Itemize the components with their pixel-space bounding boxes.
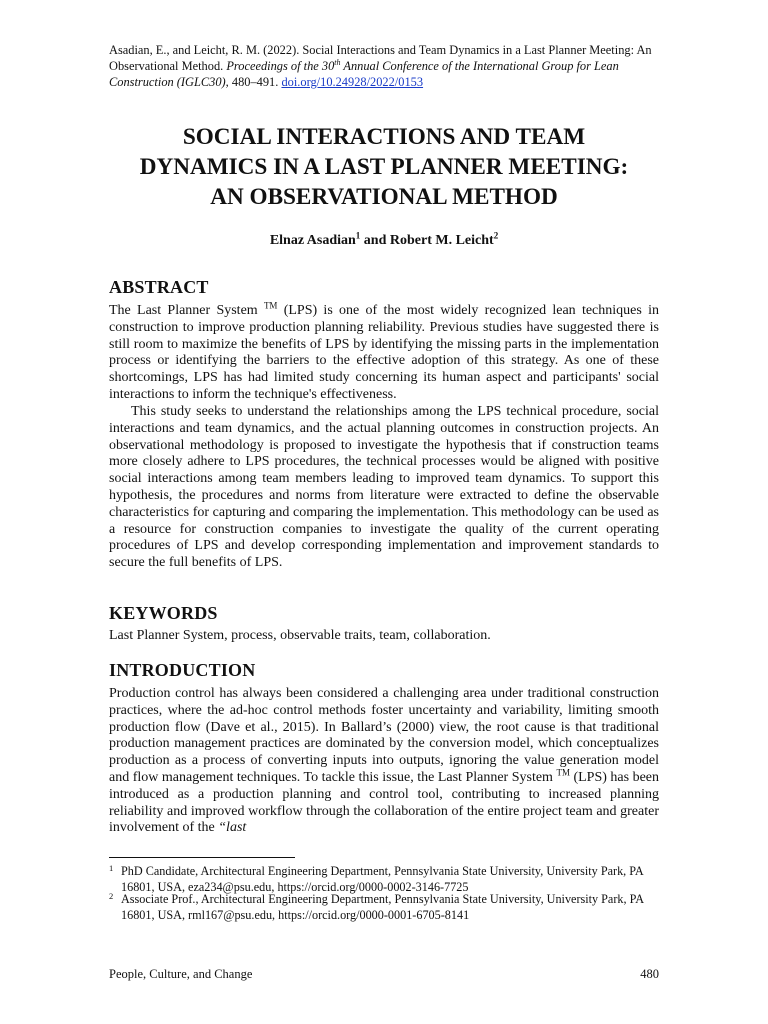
citation-journal-post: Annual Conference of the International Group for Lean Construction (IGLC30), [109, 59, 619, 89]
page-number: 480 [640, 967, 659, 981]
citation-text: Asadian, E., and Leicht, R. M. (2022). Social Interactions and Team Dynamics in a Last Planner Meeting: An Observational Method. [109, 43, 652, 73]
intro-p1-pre: Production control has always been considered a challenging area under traditional construction practices, where the ad-hoc control methods foster uncertainty and variability, limiting smooth production flow (Dave et al., 2015). In Ballard’s (2000) view, the root cause is that traditional production management practices are dominated by the conversion model, which conceptualizes production as a process of converting inputs into outputs, ignoring the value generation model and flow management techniques. To tackle this issue, the Last Planner System [109, 686, 659, 785]
abstract-paragraph-2: This study seeks to understand the relationships among the LPS technical procedure, social interactions and team dynamics, and the actual planning outcomes in construction projects. An observational methodology is proposed to investigate the hypothesis that if construction teams more closely adhere to LPS procedures, the technical processes would be aligned with positive social interactions among team members leading to improved team dynamics. To support this hypothesis, the procedures and norms from literature were extracted to define the observable characteristics for capturing and comparing the implementation. This methodology can be used as a resource for construction companies to investigate the quality of the current operating procedures of LPS and develop corresponding implementation and improvement standards to secure the full benefits of LPS. [109, 404, 659, 571]
author-list [100, 230, 668, 249]
intro-tm: TM [556, 767, 570, 778]
intro-p1-end: “last [218, 820, 247, 836]
footnote-1-text: PhD Candidate, Architectural Engineering Department, Pennsylvania State University, University Park, PA 16801, USA, eza234@psu.edu, https://orcid.org/0000-0002-3146-7725 [121, 864, 644, 894]
citation-pages: 480–491. [228, 75, 282, 89]
doi-link[interactable]: doi.org/10.24928/2022/0153 [281, 75, 424, 89]
footer-section-label: People, Culture, and Change [109, 967, 253, 981]
author-separator: and [360, 233, 390, 248]
abstract-p1-pre: The Last Planner System [109, 303, 264, 318]
author-2: Robert M. Leicht [389, 233, 494, 248]
author-1-footnote-ref[interactable]: 1 [355, 230, 361, 241]
citation-journal-sup: th [334, 57, 341, 67]
paper-title [100, 122, 668, 212]
introduction-paragraph-1 [109, 686, 659, 837]
abstract-heading: ABSTRACT [109, 277, 209, 297]
keywords-text: Last Planner System, process, observable traits, team, collaboration. [109, 628, 491, 643]
abstract-paragraph-1 [109, 300, 659, 404]
introduction-heading: INTRODUCTION [109, 660, 256, 680]
footnote-2 [109, 892, 659, 924]
title-line-3: AN OBSERVATIONAL METHOD [210, 184, 558, 210]
keywords-heading: KEYWORDS [109, 603, 218, 623]
footnote-1 [109, 864, 659, 896]
footnote-2-text: Associate Prof., Architectural Engineering Department, Pennsylvania State University, University Park, PA 16801, USA, rml167@psu.edu, https://orcid.org/0000-0001-6705-8141 [121, 892, 644, 922]
title-line-1: SOCIAL INTERACTIONS AND TEAM [182, 124, 586, 150]
abstract-tm: TM [263, 300, 278, 311]
footnote-divider [109, 857, 295, 858]
title-line-2: DYNAMICS IN A LAST PLANNER MEETING: [139, 154, 629, 180]
citation-journal-pre: Proceedings of the 30 [226, 59, 335, 73]
author-2-footnote-ref[interactable]: 2 [493, 230, 499, 241]
intro-p1-post: (LPS) has been introduced as a production planning and control tool, contributing to increased planning reliability and improved workflow through the collaboration of the entire project team and greater involvement of the [109, 769, 659, 836]
footnote-2-number: 2 [109, 891, 114, 901]
abstract-p1-post: (LPS) is one of the most widely recognized lean techniques in construction to improve production planning reliability. Previous studies have suggested there is still room to maximize the benefits of LPS by identifying the missing parts in the implementation process or identifying the barriers to the effective adoption of this strategy. As one of these shortcomings, LPS has had limited study concerning its human aspect and participants' social interactions to inform the technique's effectiveness. [109, 303, 659, 402]
footnote-1-number: 1 [109, 863, 114, 873]
citation-header [109, 42, 669, 90]
author-1: Elnaz Asadian [269, 233, 356, 248]
